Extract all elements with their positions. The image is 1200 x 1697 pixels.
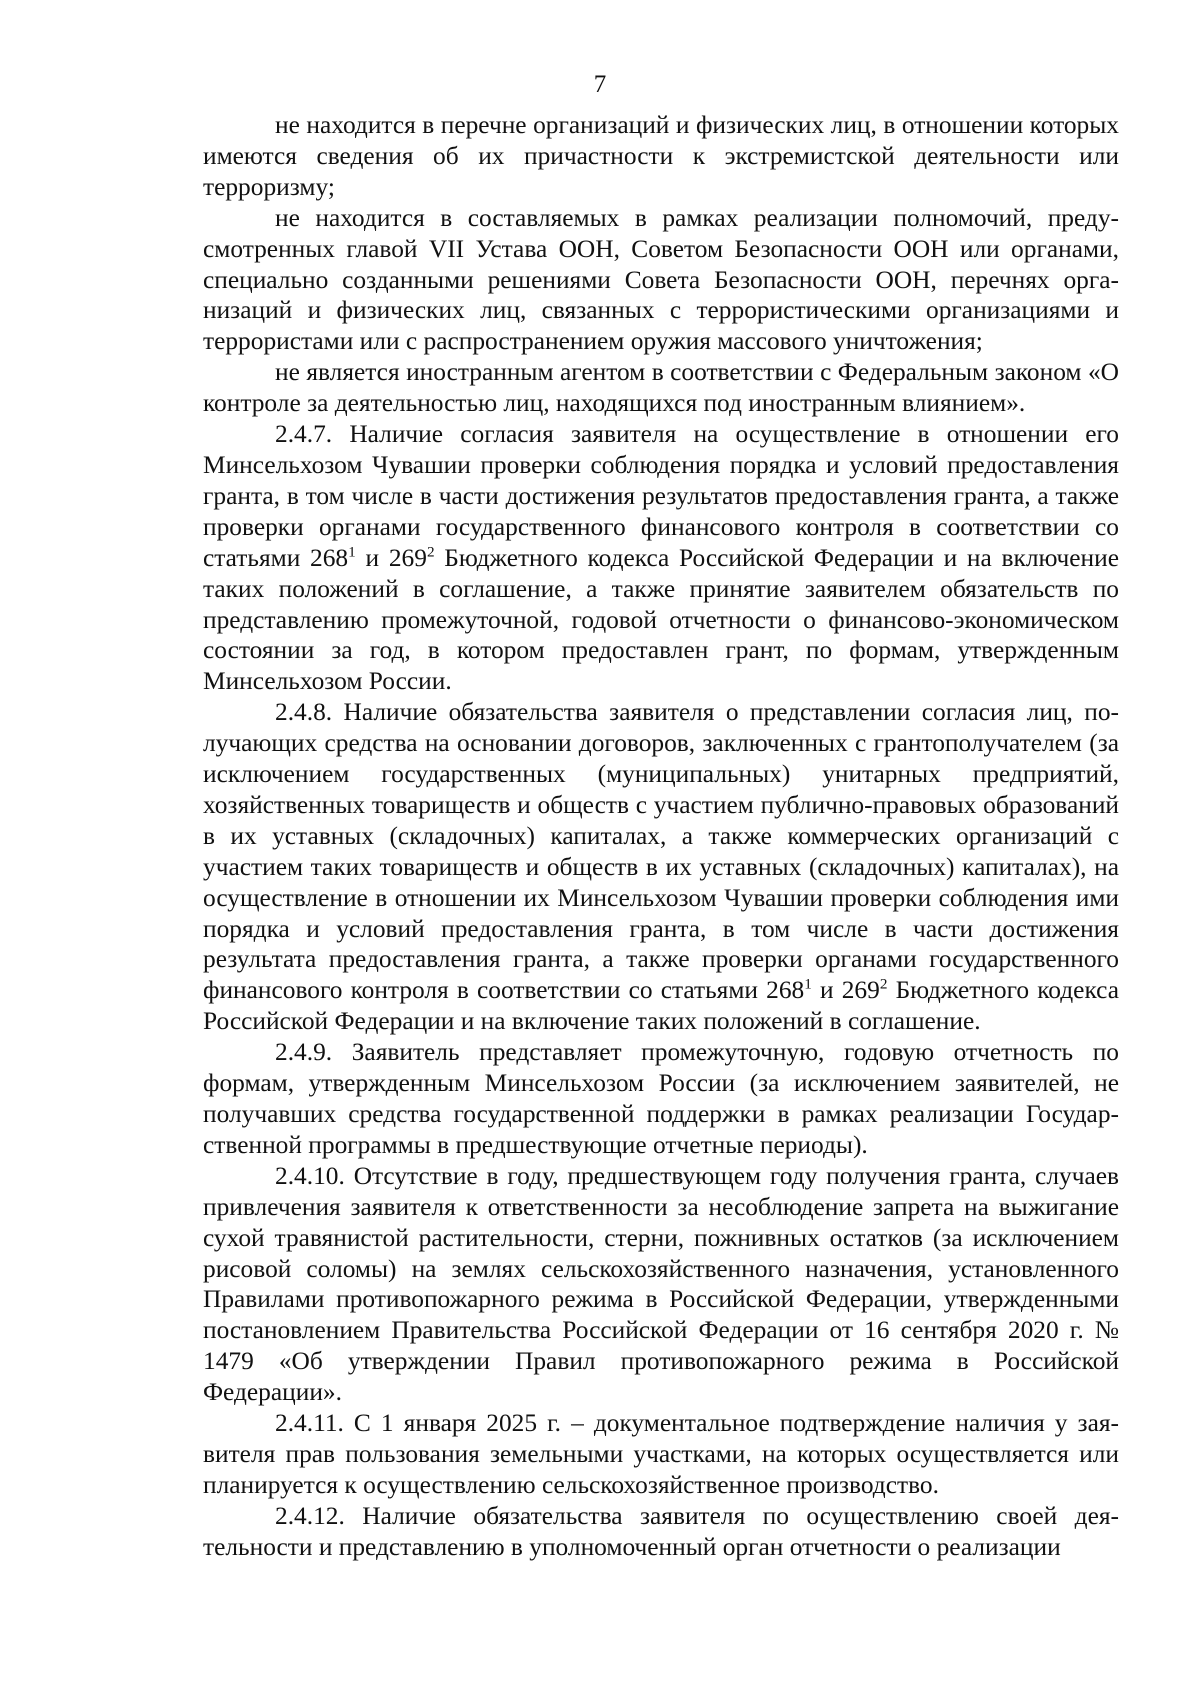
paragraph-text: Бюджетного кодекса Российской Федерации и на включение таких положений в соглашение.: [203, 976, 1119, 1036]
superscript: 2: [426, 543, 435, 561]
paragraph-text: не находится в перечне организаций и физических лиц, в отношении которых имеются сведения об их причастности к экстремистской деятельности или терроризму;: [203, 111, 1119, 201]
document-body: [203, 110, 1119, 1563]
superscript: 2: [879, 975, 888, 993]
paragraph-text: не находится в составляемых в рамках реализации полномочий, предусмотренных главой VII Устава ООН, Советом Безопасности ООН или органами, специально созданными решениями Совета Безопасности ООН, перечнях организаций и физических лиц, связанных с террористическими организациями и террористами или с распространением оружия массового уничтожения;: [203, 203, 1119, 356]
paragraph-text: и 269: [355, 543, 427, 572]
paragraph-p1: [203, 110, 1119, 203]
paragraph-p7: [203, 1161, 1119, 1408]
paragraph-p8: [203, 1408, 1119, 1501]
paragraph-text: Бюджетного кодекса Российской Федерации и на включение таких положений в соглашение, а также принятие заявителем обязательств по представлению промежуточной, годовой отчетности о финансово-экономическом состоянии за год, в котором предоставлен грант, по формам, утвержденным Минсельхозом России.: [203, 543, 1120, 696]
paragraph-text: не является иностранным агентом в соответствии с Федеральным законом «О контроле за деятельностью лиц, находящихся под иностранным влиянием».: [203, 358, 1119, 418]
paragraph-text: 2.4.11. С 1 января 2025 г. – документальное подтверждение наличия у заявителя прав пользования земельными участками, на которых осуществляется или планируется к осуществлению сельскохозяйственное производство.: [203, 1409, 1119, 1499]
paragraph-text: 2.4.10. Отсутствие в году, предшествующем году получения гранта, случаев привлечения заявителя к ответственности за несоблюдение запрета на выжигание сухой травянистой растительности, стерни, пожнивных остатков (за исключением рисовой соломы) на землях сельскохозяйственного назначения, установленного Правилами противопожарного режима в Российской Федерации, утвержденными постановлением Правительства Российской Федерации от 16 сентября 2020 г. № 1479 «Об утверждении Правил противопожарного режима в Российской Федерации».: [203, 1161, 1119, 1407]
paragraph-p3: [203, 357, 1119, 419]
paragraph-text: 2.4.7. Наличие согласия заявителя на осуществление в отношении его Минсельхозом Чувашии проверки соблюдения порядка и условий предоставления гранта, в том числе в части достижения результатов предоставления гранта, а также проверки органами государственного финансового контроля в соответствии со статьями 268: [203, 420, 1119, 572]
paragraph-p9: [203, 1501, 1119, 1563]
paragraph-p4: [203, 419, 1119, 697]
paragraph-text: 2.4.12. Наличие обязательства заявителя по осуществлению своей деятельности и представлению в уполномоченный орган отчетности о реализации: [203, 1501, 1119, 1561]
paragraph-p5: [203, 697, 1119, 1037]
paragraph-text: 2.4.9. Заявитель представляет промежуточную, годовую отчетность по формам, утвержденным Минсельхозом России (за исключением заявителей, не получавших средства государственной поддержки в рамках реализации Государственной программы в предшествующие отчетные периоды).: [203, 1038, 1119, 1159]
superscript: 1: [348, 543, 356, 561]
paragraph-text: 2.4.8. Наличие обязательства заявителя о представлении согласия лиц, получающих средства на основании договоров, заключенных с грантополучателем (за исключением государственных (муниципальных) унитарных предприятий, хозяйственных товариществ и обществ с участием публично-правовых образований в их уставных (складочных) капиталах, а также коммерческих организаций с участием таких товариществ и обществ в их уставных (складочных) капиталах), на осуществление в отношении их Минсельхозом Чувашии проверки соблюдения ими порядка и условий предоставления гранта, в том числе в части достижения результата предоставления гранта, а также проверки органами государственного финансового контроля в соответствии со статьями 268: [203, 698, 1119, 1005]
paragraph-p6: [203, 1037, 1119, 1161]
page-number: 7: [593, 71, 607, 98]
superscript: 1: [804, 975, 812, 993]
paragraph-text: и 269: [811, 976, 880, 1005]
paragraph-p2: [203, 203, 1119, 358]
